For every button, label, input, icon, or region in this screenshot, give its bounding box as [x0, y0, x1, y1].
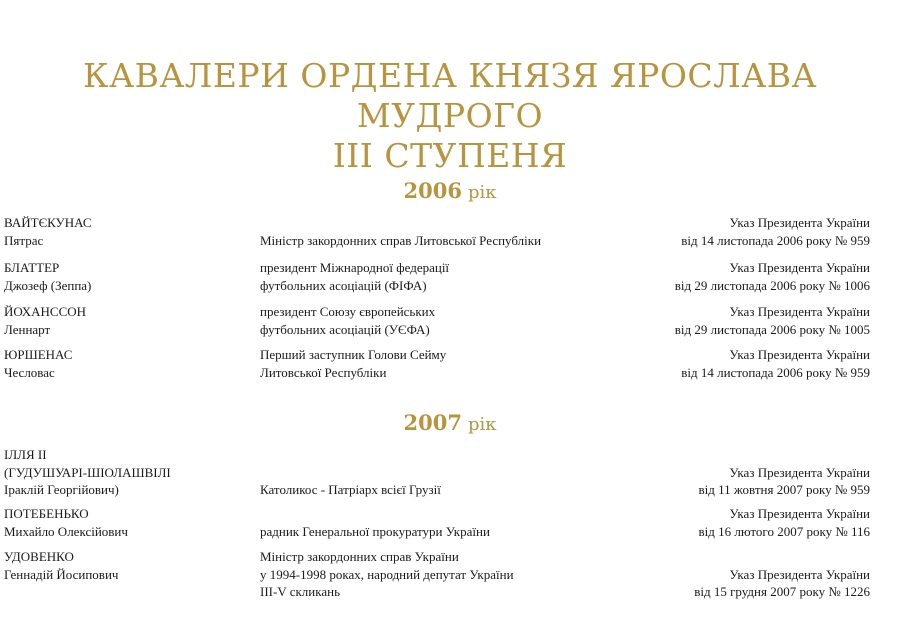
awardee-decree-line: від 29 листопада 2006 року № 1005 [674, 321, 870, 337]
title-line-2: III СТУПЕНЯ [332, 136, 568, 175]
awardee-decree [570, 214, 870, 249]
awardee-name-line [4, 583, 254, 601]
awardee-position-line: у 1994-1998 роках, народний депутат України [260, 566, 514, 582]
awardee-decree [570, 346, 870, 381]
awardee-name-line: ЙОХАНССОН [4, 304, 87, 319]
awardee-name-line: ВАЙТЄКУНАС [4, 215, 92, 230]
awardee-name [4, 303, 254, 338]
year-heading [0, 178, 900, 203]
year-heading [0, 410, 900, 435]
awardee-decree-line: від 15 грудня 2007 року № 1226 [694, 584, 870, 599]
awardee-decree-line: Указ Президента України [729, 464, 870, 480]
awardee-name-line: ІЛЛЯ II [4, 447, 47, 462]
year-number: 2007 [403, 410, 462, 435]
page-title [0, 56, 900, 176]
awardee-position [260, 303, 590, 338]
year-number: 2006 [403, 178, 462, 203]
awardee-position-line: Міністр закордонних справ Литовської Республіки [260, 232, 542, 248]
awardee-position-line: президент Союзу європейських [260, 304, 436, 319]
title-line-1: КАВАЛЕРИ ОРДЕНА КНЯЗЯ ЯРОСЛАВА МУДРОГО [83, 56, 817, 135]
awardee-decree [570, 259, 870, 294]
awardee-name-line: Геннадій Йосипович [4, 566, 119, 582]
awardee-decree-line: Указ Президента України [729, 347, 870, 362]
awardee-position-line [260, 505, 590, 523]
awardee-name-line: Іраклій Георгійович) [4, 482, 119, 497]
awardee-name-line: ЮРШЕНАС [4, 347, 73, 362]
awardee-position-line: Католикос - Патріарх всієї Грузії [260, 482, 441, 497]
awardee-name-line: Михайло Олексійович [4, 523, 128, 539]
awardee-name-line: Чесловас [4, 364, 55, 380]
awardee-name-line: ПОТЕБЕНЬКО [4, 506, 89, 521]
awardee-name [4, 446, 254, 499]
awardee-position-line: Перший заступник Голови Сейму [260, 347, 447, 362]
awardee-position [260, 548, 590, 601]
awardee-decree-line [570, 446, 870, 464]
awardee-position-line: футбольних асоціацій (УЄФА) [260, 321, 430, 337]
awardee-position-line: III-V скликань [260, 584, 341, 599]
awardee-name-line: (ГУДУШУАРІ-ШІОЛАШВІЛІ [4, 464, 171, 480]
awardee-decree-line: від 11 жовтня 2007 року № 959 [698, 482, 870, 497]
awardee-decree-line: від 16 лютого 2007 року № 116 [698, 523, 870, 539]
awardee-position-line [260, 464, 590, 482]
awardee-position-line: президент Міжнародної федерації [260, 260, 450, 275]
awardee-position [260, 446, 590, 499]
awardee-decree-line: Указ Президента України [729, 506, 870, 521]
awardee-decree-line: від 29 листопада 2006 року № 1006 [674, 277, 870, 293]
awardee-name-line: БЛАТТЕР [4, 260, 60, 275]
year-suffix: рік [467, 182, 497, 203]
awardee-name-line: Леннарт [4, 321, 51, 337]
awardee-name-line: Джозеф (Зеппа) [4, 277, 92, 293]
awardee-decree [570, 548, 870, 601]
awardee-decree [570, 446, 870, 499]
awardee-position-line: Міністр закордонних справ України [260, 549, 459, 564]
awardee-position [260, 259, 590, 294]
awardee-decree [570, 303, 870, 338]
awardee-position-line [260, 214, 590, 232]
awardee-name [4, 346, 254, 381]
awardee-name [4, 259, 254, 294]
awardee-position-line: радник Генеральної прокуратури України [260, 523, 490, 539]
awardee-position-line: Литовської Республіки [260, 364, 387, 380]
awardee-decree-line: Указ Президента України [729, 260, 870, 275]
awardee-decree-line: від 14 листопада 2006 року № 959 [681, 232, 870, 248]
awardee-decree [570, 505, 870, 540]
awardee-name [4, 548, 254, 601]
awardee-decree-line: Указ Президента України [729, 566, 870, 582]
awardee-position-line: футбольних асоціацій (ФІФА) [260, 277, 427, 293]
awardee-position [260, 214, 590, 249]
awardee-position [260, 346, 590, 381]
awardee-name-line: Пятрас [4, 232, 44, 248]
awardee-position [260, 505, 590, 540]
year-suffix: рік [467, 414, 497, 435]
awardee-decree-line: Указ Президента України [729, 304, 870, 319]
awardee-name [4, 505, 254, 540]
awardee-position-line [260, 446, 590, 464]
awardee-decree-line [570, 548, 870, 566]
awardee-name-line: УДОВЕНКО [4, 549, 74, 564]
awardee-decree-line: Указ Президента України [729, 215, 870, 230]
awardee-name [4, 214, 254, 249]
awardee-decree-line: від 14 листопада 2006 року № 959 [681, 364, 870, 380]
